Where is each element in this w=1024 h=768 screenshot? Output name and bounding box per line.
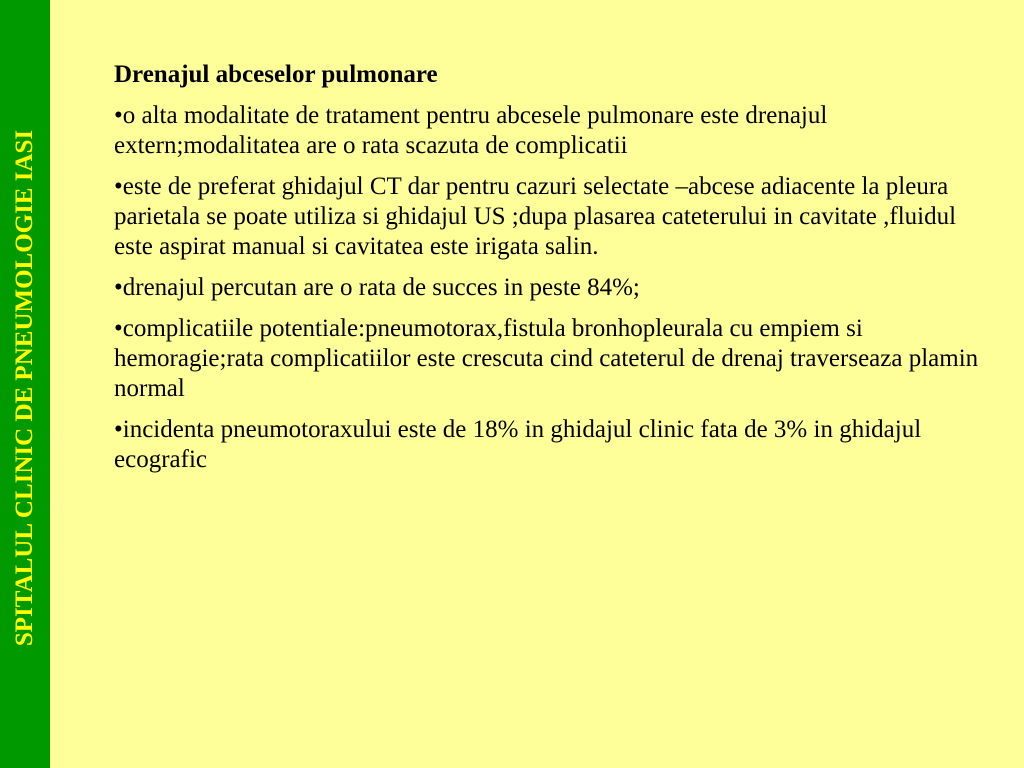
bullet-item: •este de preferat ghidajul CT dar pentru cazuri selectate –abcese adiacente la pleura parietala se poate utiliza si ghidajul US ;dupa plasarea cateterului in cavitate ,fluidul este aspirat manual si cavitatea este irigata salin. xyxy=(114,173,957,260)
slide-title: Drenajul abceselor pulmonare xyxy=(114,61,438,88)
bullet-item: •drenajul percutan are o rata de succes in peste 84%; xyxy=(114,274,640,301)
slide-content xyxy=(114,60,999,486)
bullet-item: •incidenta pneumotoraxului este de 18% in ghidajul clinic fata de 3% in ghidajul ecografic xyxy=(114,416,922,473)
sidebar-band xyxy=(0,0,50,768)
bullet-item: •o alta modalitate de tratament pentru abcesele pulmonare este drenajul extern;modalitatea are o rata scazuta de complicatii xyxy=(114,102,828,159)
bullet-item: •complicatiile potentiale:pneumotorax,fistula bronhopleurala cu empiem si hemoragie;rata complicatiilor este crescuta cind cateterul de drenaj traverseaza plamin normal xyxy=(114,315,979,402)
sidebar-hospital-name: SPITALUL CLINIC DE PNEUMOLOGIE IASI xyxy=(11,129,38,647)
